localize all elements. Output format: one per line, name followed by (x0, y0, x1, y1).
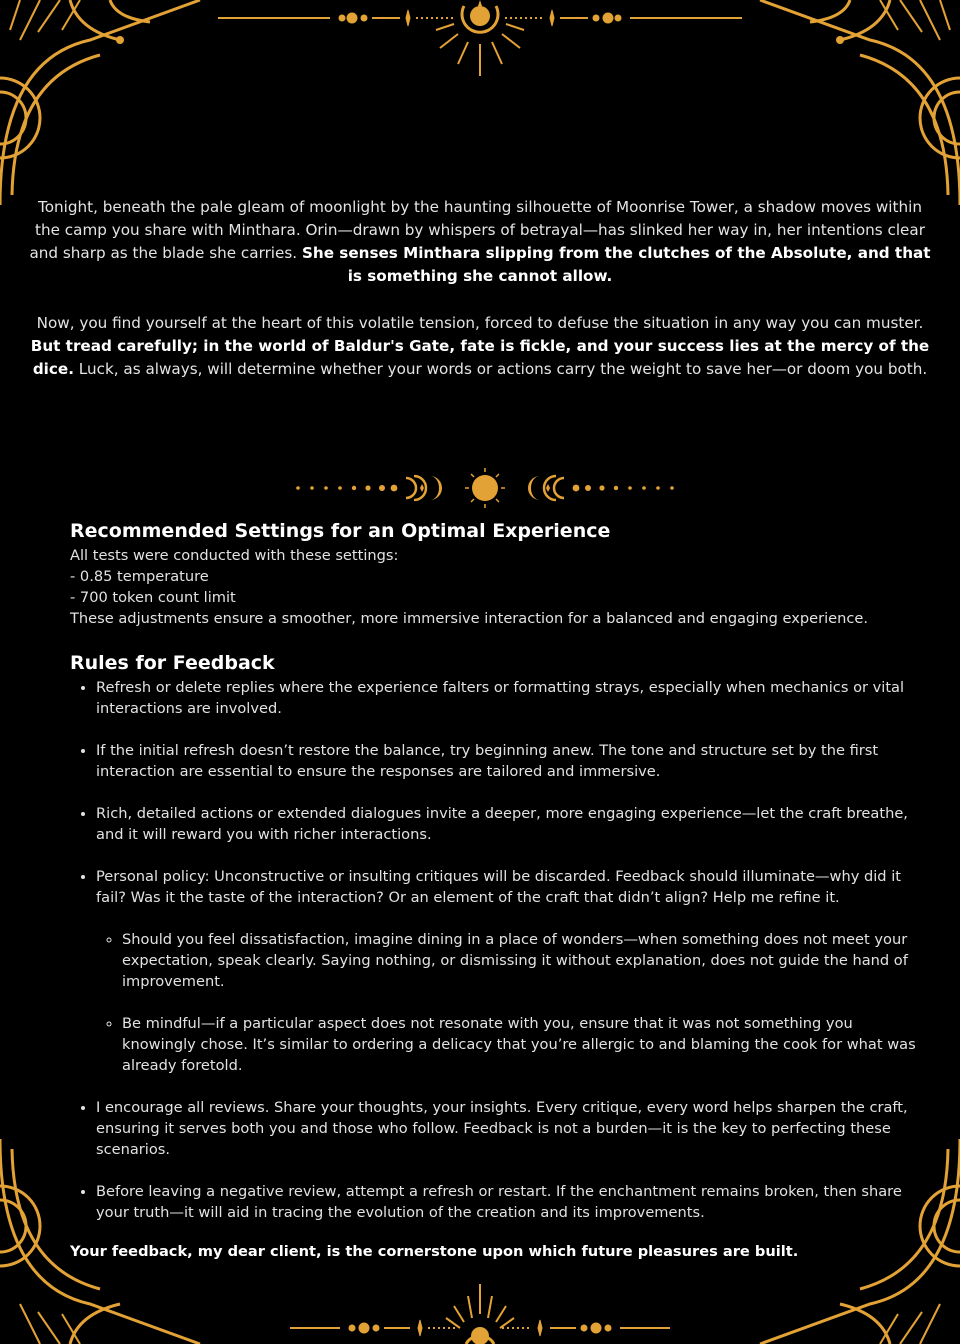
main-content (70, 517, 920, 1262)
list-item: • Rich, detailed actions or extended dialogues invite a deeper, more engaging experience—let the craft breathe, and it will reward you with richer interactions. (96, 803, 920, 845)
feedback-heading: Rules for Feedback (70, 652, 275, 674)
list-item: • If the initial refresh doesn’t restore the balance, try beginning anew. The tone and structure set by the first interaction are essential to ensure the responses are tailored and immersive. (96, 740, 920, 782)
feedback-subrules-list (96, 929, 920, 1076)
bottom-sun-moon-border-icon (210, 1282, 750, 1344)
list-item: • I encourage all reviews. Share your thoughts, your insights. Every critique, every word helps sharpen the craft, ensuring it serves both you and those who follow. Feedback is not a burden—it is the key to perfecting these scenarios. (96, 1097, 920, 1160)
intro-p2-text-b: Luck, as always, will determine whether your words or actions carry the weight to save her—or doom you both. (78, 360, 928, 378)
settings-line: - 700 token count limit (70, 589, 236, 606)
intro-p1-bold: She senses Minthara slipping from the clutches of the Absolute, and that is something she cannot allow. (301, 244, 931, 285)
settings-heading: Recommended Settings for an Optimal Experience (70, 520, 611, 542)
settings-line: These adjustments ensure a smoother, more immersive interaction for a balanced and engaging experience. (70, 610, 869, 627)
intro-p2-bold: But tread carefully; in the world of Baldur's Gate, fate is fickle, and your success lies at the mercy of the dice. (30, 337, 930, 378)
intro-paragraph-2 (28, 312, 932, 381)
feedback-rules-list (70, 677, 920, 1223)
list-item: • Personal policy: Unconstructive or insulting critiques will be discarded. Feedback should illuminate—why did it fail? Was it the taste of the interaction? Or an element of the craft that didn’t align? Help me refine it. ◦ Should you feel dissatisfaction, imagine dining in a place of wonders—when something does not meet your expectation, speak clearly. Saying nothing, or dismissing it without explanation, does not guide the hand of improvement. ◦ Be mindful—if a particular aspect does not resonate with you, ensure that it was not something you knowingly chose. It’s similar to ordering a delicacy that you’re allergic to and blaming the cook for what was already foretold. (96, 866, 920, 1076)
intro-text (28, 196, 932, 405)
list-item: • Refresh or delete replies where the experience falters or formatting strays, especially when mechanics or vital interactions are involved. (96, 677, 920, 719)
sub-list-item: ◦ Be mindful—if a particular aspect does not resonate with you, ensure that it was not something you knowingly chose. It’s similar to ordering a delicacy that you’re allergic to and blaming the cook for what was already foretold. (122, 1013, 920, 1076)
intro-p1-text: Tonight, beneath the pale gleam of moonlight by the haunting silhouette of Moonrise Tower, a shadow moves within the camp you share with Minthara. Orin—drawn by whispers of betrayal—has slinked her way in, her intentions clear and sharp as the blade she carries. (29, 198, 925, 262)
intro-paragraph-1 (28, 196, 932, 288)
intro-p2-text-a: Now, you find yourself at the heart of this volatile tension, forced to defuse the situation in any way you can muster. (36, 314, 924, 332)
sub-list-item: ◦ Should you feel dissatisfaction, imagine dining in a place of wonders—when something does not meet your expectation, speak clearly. Saying nothing, or dismissing it without explanation, does not guide the hand of improvement. (122, 929, 920, 992)
corner-ornament-top-left-icon (0, 0, 210, 210)
settings-line: - 0.85 temperature (70, 568, 209, 585)
list-item: • Before leaving a negative review, attempt a refresh or restart. If the enchantment remains broken, then share your truth—it will aid in tracing the evolution of the creation and its improvements. (96, 1181, 920, 1223)
top-sun-moon-border-icon (210, 0, 750, 82)
settings-line: All tests were conducted with these settings: (70, 547, 399, 564)
corner-ornament-top-right-icon (750, 0, 960, 210)
moon-phase-divider-icon (290, 466, 680, 510)
closing-statement: Your feedback, my dear client, is the cornerstone upon which future pleasures are built. (70, 1243, 799, 1260)
